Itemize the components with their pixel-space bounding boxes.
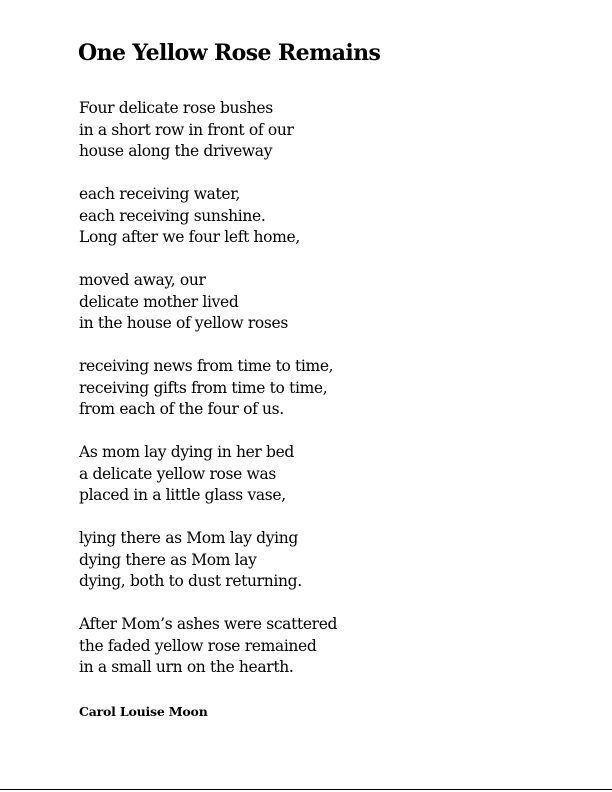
poem-line: in the house of yellow roses [79, 314, 288, 332]
poem-line: placed in a little glass vase, [79, 486, 286, 504]
poem-line: lying there as Mom lay dying [79, 529, 298, 547]
stanza-3 [79, 270, 337, 335]
poem-line: receiving gifts from time to time, [79, 378, 328, 397]
poem-line: After Mom’s ashes were scattered [79, 615, 338, 633]
stanza-4 [79, 356, 337, 421]
stanza-1 [79, 98, 337, 163]
poem-line: in a short row in front of our [79, 120, 294, 139]
poem-line: delicate mother lived [79, 292, 239, 311]
poem-body [79, 98, 337, 700]
poem-line: each receiving sunshine. [79, 206, 266, 225]
poem-line: As mom lay dying in her bed [79, 443, 295, 461]
poem-line: each receiving water, [79, 185, 241, 203]
author-name: Carol Louise Moon [79, 704, 208, 719]
stanza-6 [79, 528, 337, 593]
stanza-7 [79, 614, 337, 679]
stanza-2 [79, 184, 337, 249]
poem-line: Long after we four left home, [79, 228, 300, 246]
poem-line: the faded yellow rose remained [79, 636, 317, 655]
poem-line: dying there as Mom lay [79, 550, 257, 569]
poem-line: in a small urn on the hearth. [79, 658, 294, 676]
poem-line: house along the driveway [79, 142, 273, 160]
poem-line: receiving news from time to time, [79, 357, 334, 375]
poem-line: from each of the four of us. [79, 400, 284, 418]
poem-line: moved away, our [79, 271, 206, 289]
poem-line: dying, both to dust returning. [79, 572, 302, 590]
poem-line: Four delicate rose bushes [79, 99, 273, 117]
poem-title: One Yellow Rose Remains [78, 40, 381, 66]
page-bottom-rule [0, 789, 612, 790]
poem-line: a delicate yellow rose was [79, 464, 276, 483]
stanza-5 [79, 442, 337, 507]
